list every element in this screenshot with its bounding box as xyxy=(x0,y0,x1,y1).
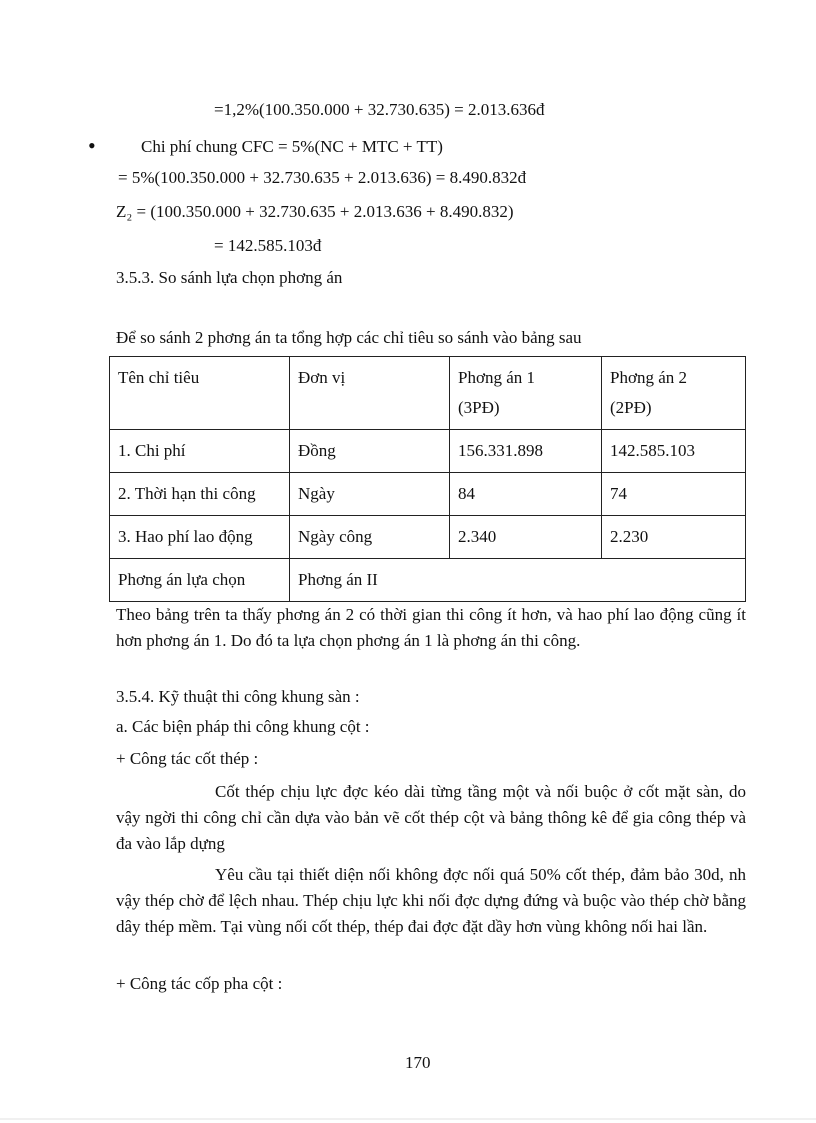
header-cell: Tên chỉ tiêu xyxy=(110,357,290,430)
subsection-a: a. Các biện pháp thi công khung cột : xyxy=(116,717,370,736)
header-cell: Phơng án 2 (2PĐ) xyxy=(602,357,746,430)
comparison-table xyxy=(109,356,746,602)
table-cell: 84 xyxy=(450,473,602,516)
table-cell: 2.230 xyxy=(602,516,746,559)
final-value-cell: Phơng án II xyxy=(290,559,746,602)
table-cell: 156.331.898 xyxy=(450,430,602,473)
task-steel-heading: + Công tác cốt thép : xyxy=(116,749,259,768)
formula-line-3: = 5%(100.350.000 + 32.730.635 + 2.013.636) = 8.490.832đ xyxy=(118,168,527,187)
header-cell: Đơn vị xyxy=(290,357,450,430)
conclusion-paragraph: Theo bảng trên ta thấy phơng án 2 có thời gian thi công ít hơn, và hao phí lao động cũng ít hơn phơng án 1. Do đó ta lựa chọn phơng án 1 là phơng án thi công. xyxy=(116,605,746,650)
table-final-row xyxy=(110,559,746,602)
table-header-row xyxy=(110,357,746,430)
table-cell: 142.585.103 xyxy=(602,430,746,473)
section-heading-353: 3.5.3. So sánh lựa chọn phơng án xyxy=(116,268,343,287)
table-intro: Để so sánh 2 phơng án ta tổng hợp các chỉ tiêu so sánh vào bảng sau xyxy=(116,328,582,347)
section-heading-354: 3.5.4. Kỹ thuật thi công khung sàn : xyxy=(116,687,360,706)
final-label-cell: Phơng án lựa chọn xyxy=(110,559,290,602)
task-formwork-heading: + Công tác cốp pha cột : xyxy=(116,974,283,993)
formula-line-1: =1,2%(100.350.000 + 32.730.635) = 2.013.636đ xyxy=(214,100,545,119)
table-cell: Ngày xyxy=(290,473,450,516)
table-row xyxy=(110,473,746,516)
table-cell: 74 xyxy=(602,473,746,516)
page-number: 170 xyxy=(405,1053,431,1072)
footer-rule xyxy=(0,1118,816,1120)
bullet-icon: • xyxy=(88,133,96,158)
formula-line-2: Chi phí chung CFC = 5%(NC + MTC + TT) xyxy=(141,137,443,156)
table-cell: 1. Chi phí xyxy=(110,430,290,473)
table-cell: Đồng xyxy=(290,430,450,473)
table-cell: Ngày công xyxy=(290,516,450,559)
table-cell: 2.340 xyxy=(450,516,602,559)
table-cell: 2. Thời hạn thi công xyxy=(110,473,290,516)
formula-line-5: = 142.585.103đ xyxy=(214,236,322,255)
header-cell: Phơng án 1 (3PĐ) xyxy=(450,357,602,430)
steel-paragraph-2: Yêu cầu tại thiết diện nối không đợc nối quá 50% cốt thép, đảm bảo 30d, nh vậy thép chờ để lệch nhau. Thép chịu lực khi nối đợc dựng đứng và buộc vào thép chờ bằng dây thép mềm. Tại vùng nối cốt thép, thép đai đợc đặt dầy hơn vùng không nối hai lần. xyxy=(116,865,746,936)
table-row xyxy=(110,516,746,559)
table-cell: 3. Hao phí lao động xyxy=(110,516,290,559)
table-row xyxy=(110,430,746,473)
formula-line-4: Z₂ = (100.350.000 + 32.730.635 + 2.013.636 + 8.490.832) xyxy=(116,202,514,221)
steel-paragraph-1: Cốt thép chịu lực đợc kéo dài từng tầng một và nối buộc ở cốt mặt sàn, do vậy ngời thi công chỉ cần dựa vào bản vẽ cốt thép cột và bảng thông kê để gia công thép và đa vào lắp dựng xyxy=(116,782,746,853)
